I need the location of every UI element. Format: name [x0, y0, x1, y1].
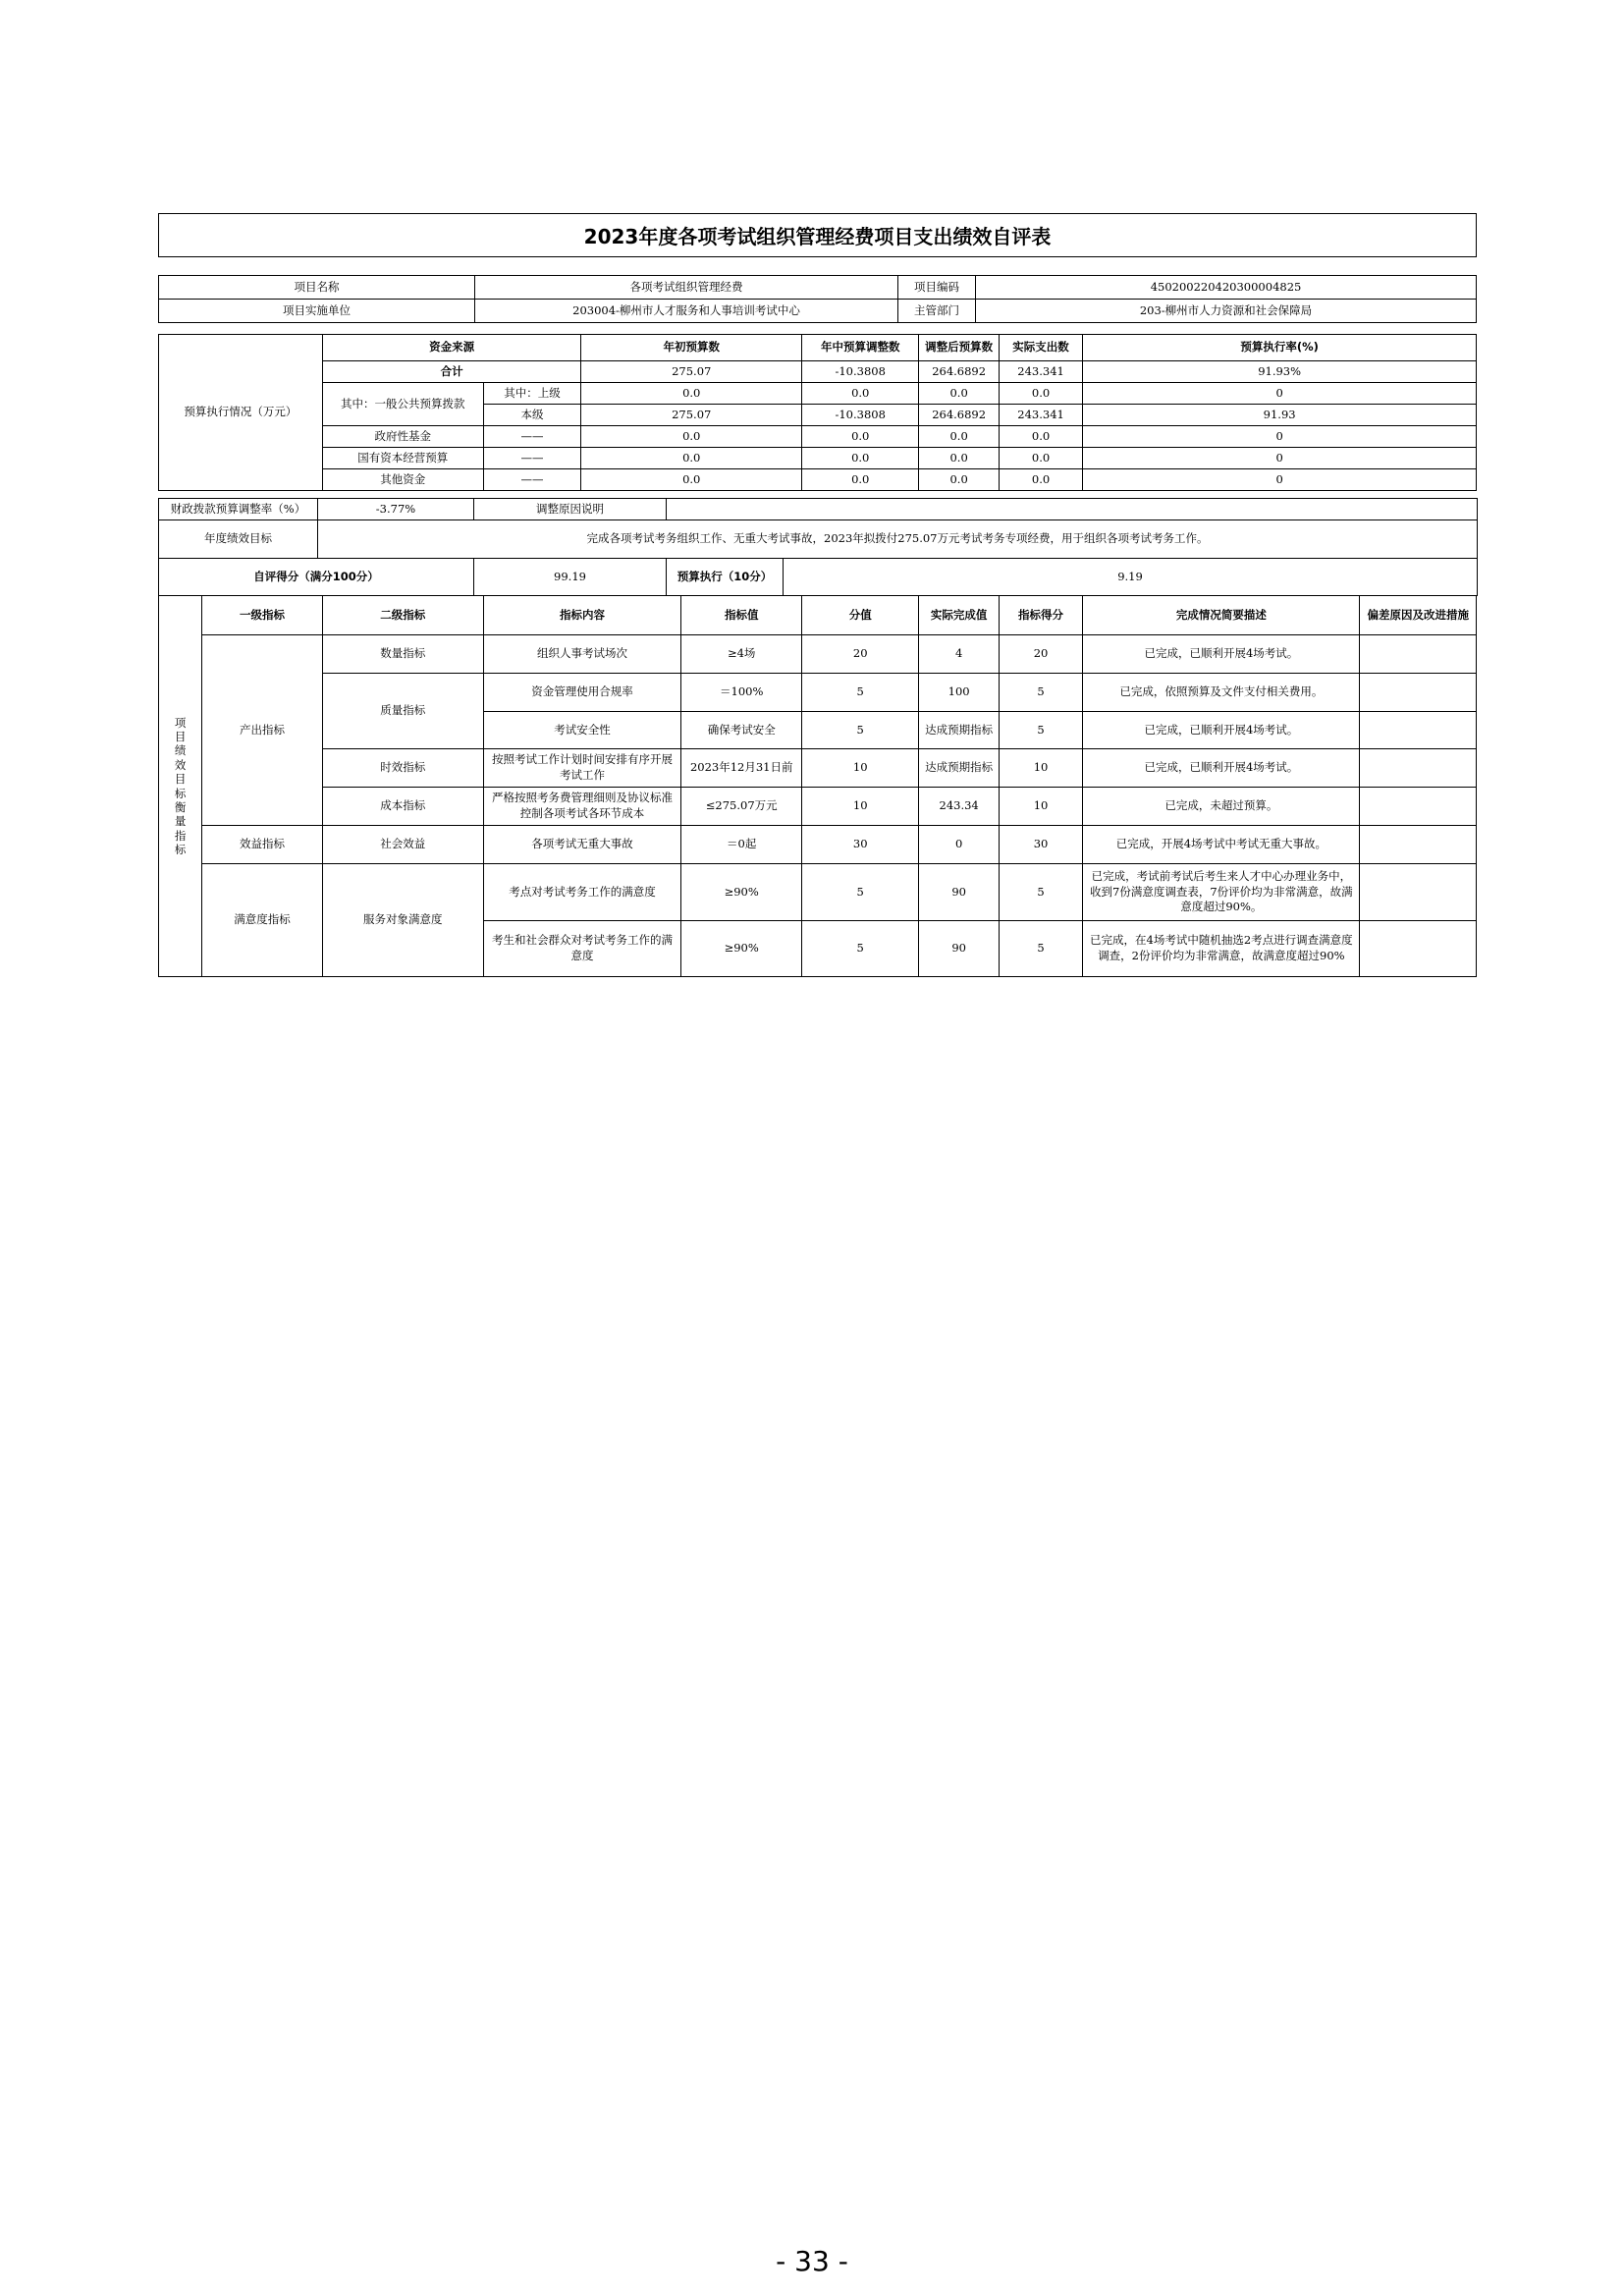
- impl-unit-row: [159, 300, 1477, 323]
- table-title: 2023年度各项考试组织管理经费项目支出绩效自评表: [158, 213, 1477, 257]
- row5-score: 30: [999, 826, 1082, 864]
- total-actual: 243.341: [999, 361, 1082, 383]
- budget-header-row: [159, 335, 1477, 361]
- hdr-mid-adjust: 年中预算调整数: [801, 335, 918, 361]
- self-score-label: 自评得分（满分100分）: [159, 559, 474, 596]
- row0-desc: 已完成，已顺利开展4场考试。: [1083, 635, 1360, 674]
- hdr-rate: 预算执行率(%): [1083, 335, 1477, 361]
- table-row: [159, 788, 1477, 826]
- row3-deviation: [1360, 749, 1477, 788]
- row4-desc: 已完成，未超过预算。: [1083, 788, 1360, 826]
- row7-actual: 90: [919, 921, 999, 977]
- upper-actual: 0.0: [999, 383, 1082, 405]
- row2-score: 5: [999, 712, 1082, 749]
- govfund-actual: 0.0: [999, 426, 1082, 448]
- row4-actual: 243.34: [919, 788, 999, 826]
- table-row: [159, 864, 1477, 921]
- budget-section-text: 预算执行情况（万元）: [184, 405, 298, 419]
- row1-actual: 100: [919, 674, 999, 712]
- row0-deviation: [1360, 635, 1477, 674]
- row7-score: 5: [999, 921, 1082, 977]
- hdr-source: 资金来源: [322, 335, 581, 361]
- total-mid-adjust: -10.3808: [801, 361, 918, 383]
- quantity-indicator-label: 数量指标: [322, 635, 483, 674]
- hdr-actual-value: 实际完成值: [919, 596, 999, 635]
- adjust-rate-value: -3.77%: [318, 499, 474, 520]
- row3-desc: 已完成，已顺利开展4场考试。: [1083, 749, 1360, 788]
- row0-actual: 4: [919, 635, 999, 674]
- statecap-label: 国有资本经营预算: [322, 448, 483, 469]
- dept-label: 主管部门: [898, 300, 976, 323]
- hdr-points: 分值: [801, 596, 918, 635]
- output-indicator-label: 产出指标: [202, 635, 323, 826]
- other-adjusted: 0.0: [919, 469, 999, 491]
- row2-content: 考试安全性: [483, 712, 681, 749]
- hdr-initial: 年初预算数: [581, 335, 802, 361]
- row5-points: 30: [801, 826, 918, 864]
- statecap-mid-adjust: 0.0: [801, 448, 918, 469]
- total-initial: 275.07: [581, 361, 802, 383]
- govfund-rate: 0: [1083, 426, 1477, 448]
- other-rate: 0: [1083, 469, 1477, 491]
- project-code-value: 450200220420300004825: [976, 276, 1477, 300]
- budget-exec-value: 9.19: [784, 559, 1478, 596]
- indicator-table: [158, 595, 1477, 977]
- indicator-section-label: [159, 596, 202, 977]
- govfund-mid-adjust: 0.0: [801, 426, 918, 448]
- local-initial: 275.07: [581, 405, 802, 426]
- local-mid-adjust: -10.3808: [801, 405, 918, 426]
- row6-deviation: [1360, 864, 1477, 921]
- row4-deviation: [1360, 788, 1477, 826]
- row1-score: 5: [999, 674, 1082, 712]
- upper-rate: 0: [1083, 383, 1477, 405]
- other-label: 其他资金: [322, 469, 483, 491]
- self-score-row: [159, 559, 1478, 596]
- row2-actual: 达成预期指标: [919, 712, 999, 749]
- total-label: 合计: [322, 361, 581, 383]
- adjust-rate-label: 财政拨款预算调整率（%）: [159, 499, 318, 520]
- project-code-label: 项目编码: [898, 276, 976, 300]
- row5-value: ＝0起: [681, 826, 802, 864]
- upper-adjusted: 0.0: [919, 383, 999, 405]
- impl-unit-value: 203004-柳州市人才服务和人事培训考试中心: [475, 300, 898, 323]
- budget-total-row: [159, 361, 1477, 383]
- row2-deviation: [1360, 712, 1477, 749]
- table-row: [159, 826, 1477, 864]
- effect-indicator-label: 效益指标: [202, 826, 323, 864]
- row3-content: 按照考试工作计划时间安排有序开展考试工作: [483, 749, 681, 788]
- hdr-content: 指标内容: [483, 596, 681, 635]
- budget-other-row: [159, 469, 1477, 491]
- govfund-initial: 0.0: [581, 426, 802, 448]
- row6-points: 5: [801, 864, 918, 921]
- row5-actual: 0: [919, 826, 999, 864]
- page-number: - 33 -: [776, 2245, 848, 2277]
- adjust-reason-label: 调整原因说明: [474, 499, 667, 520]
- row5-desc: 已完成，开展4场考试中考试无重大事故。: [1083, 826, 1360, 864]
- general-budget-label: 其中：一般公共预算拨款: [322, 383, 483, 426]
- cost-indicator-label: 成本指标: [322, 788, 483, 826]
- row5-deviation: [1360, 826, 1477, 864]
- project-name-label: 项目名称: [159, 276, 475, 300]
- row2-value: 确保考试安全: [681, 712, 802, 749]
- row0-points: 20: [801, 635, 918, 674]
- row0-score: 20: [999, 635, 1082, 674]
- hdr-adjusted: 调整后预算数: [919, 335, 999, 361]
- row1-content: 资金管理使用合规率: [483, 674, 681, 712]
- govfund-adjusted: 0.0: [919, 426, 999, 448]
- govfund-label: 政府性基金: [322, 426, 483, 448]
- performance-table: [158, 275, 1477, 323]
- adjust-reason-value: [667, 499, 1478, 520]
- row3-value: 2023年12月31日前: [681, 749, 802, 788]
- social-indicator-label: 社会效益: [322, 826, 483, 864]
- row7-deviation: [1360, 921, 1477, 977]
- hdr-level2: 二级指标: [322, 596, 483, 635]
- budget-section-label: [159, 335, 323, 491]
- row1-desc: 已完成，依照预算及文件支付相关费用。: [1083, 674, 1360, 712]
- indicator-section-text: 项目绩效目标衡量指标: [174, 715, 187, 856]
- goal-text: 完成各项考试考务组织工作、无重大考试事故，2023年拟拨付275.07万元考试考务专项经费，用于组织各项考试考务工作。: [318, 520, 1478, 559]
- impl-unit-label: 项目实施单位: [159, 300, 475, 323]
- row1-points: 5: [801, 674, 918, 712]
- upper-label: 其中：上级: [483, 383, 581, 405]
- row4-score: 10: [999, 788, 1082, 826]
- upper-mid-adjust: 0.0: [801, 383, 918, 405]
- row7-desc: 已完成，在4场考试中随机抽选2考点进行调查满意度调查，2份评价均为非常满意，故满意度超过90%: [1083, 921, 1360, 977]
- other-dash: ——: [483, 469, 581, 491]
- budget-upper-row: [159, 383, 1477, 405]
- row7-value: ≥90%: [681, 921, 802, 977]
- row6-value: ≥90%: [681, 864, 802, 921]
- hdr-score: 指标得分: [999, 596, 1082, 635]
- budget-exec-label: 预算执行（10分）: [667, 559, 784, 596]
- other-initial: 0.0: [581, 469, 802, 491]
- table-row: [159, 749, 1477, 788]
- govfund-dash: ——: [483, 426, 581, 448]
- dept-value: 203-柳州市人力资源和社会保障局: [976, 300, 1477, 323]
- satisfaction-indicator-label: 满意度指标: [202, 864, 323, 977]
- statecap-dash: ——: [483, 448, 581, 469]
- row2-points: 5: [801, 712, 918, 749]
- total-rate: 91.93%: [1083, 361, 1477, 383]
- budget-table: [158, 334, 1477, 491]
- upper-initial: 0.0: [581, 383, 802, 405]
- row3-points: 10: [801, 749, 918, 788]
- quality-indicator-label: 质量指标: [322, 674, 483, 749]
- row1-deviation: [1360, 674, 1477, 712]
- other-actual: 0.0: [999, 469, 1082, 491]
- hdr-actual: 实际支出数: [999, 335, 1082, 361]
- local-rate: 91.93: [1083, 405, 1477, 426]
- budget-statecap-row: [159, 448, 1477, 469]
- row1-value: ＝100%: [681, 674, 802, 712]
- project-name-value: 各项考试组织管理经费: [475, 276, 898, 300]
- row0-content: 组织人事考试场次: [483, 635, 681, 674]
- row0-value: ≥4场: [681, 635, 802, 674]
- statecap-initial: 0.0: [581, 448, 802, 469]
- service-satisfaction-label: 服务对象满意度: [322, 864, 483, 977]
- row3-score: 10: [999, 749, 1082, 788]
- total-adjusted: 264.6892: [919, 361, 999, 383]
- hdr-deviation: 偏差原因及改进措施: [1360, 596, 1477, 635]
- hdr-value: 指标值: [681, 596, 802, 635]
- row7-points: 5: [801, 921, 918, 977]
- hdr-desc: 完成情况简要描述: [1083, 596, 1360, 635]
- row6-content: 考点对考试考务工作的满意度: [483, 864, 681, 921]
- statecap-actual: 0.0: [999, 448, 1082, 469]
- goal-row: [159, 520, 1478, 559]
- row6-score: 5: [999, 864, 1082, 921]
- other-mid-adjust: 0.0: [801, 469, 918, 491]
- row4-content: 严格按照考务费管理细则及协议标准控制各项考试各环节成本: [483, 788, 681, 826]
- adjust-row: [159, 499, 1478, 520]
- row3-actual: 达成预期指标: [919, 749, 999, 788]
- project-name-row: [159, 276, 1477, 300]
- hdr-level1: 一级指标: [202, 596, 323, 635]
- row6-desc: 已完成，考试前考试后考生来人才中心办理业务中，收到7份满意度调查表，7份评价均为非常满意，故满意度超过90%。: [1083, 864, 1360, 921]
- score-table: [158, 558, 1478, 596]
- table-row: [159, 674, 1477, 712]
- row5-content: 各项考试无重大事故: [483, 826, 681, 864]
- row4-value: ≤275.07万元: [681, 788, 802, 826]
- row4-points: 10: [801, 788, 918, 826]
- row6-actual: 90: [919, 864, 999, 921]
- row7-content: 考生和社会群众对考试考务工作的满意度: [483, 921, 681, 977]
- timeliness-indicator-label: 时效指标: [322, 749, 483, 788]
- local-actual: 243.341: [999, 405, 1082, 426]
- statecap-rate: 0: [1083, 448, 1477, 469]
- row2-desc: 已完成，已顺利开展4场考试。: [1083, 712, 1360, 749]
- local-adjusted: 264.6892: [919, 405, 999, 426]
- indicator-header-row: [159, 596, 1477, 635]
- self-score-value: 99.19: [474, 559, 667, 596]
- goal-label: 年度绩效目标: [159, 520, 318, 559]
- table-row: [159, 635, 1477, 674]
- local-label: 本级: [483, 405, 581, 426]
- statecap-adjusted: 0.0: [919, 448, 999, 469]
- budget-govfund-row: [159, 426, 1477, 448]
